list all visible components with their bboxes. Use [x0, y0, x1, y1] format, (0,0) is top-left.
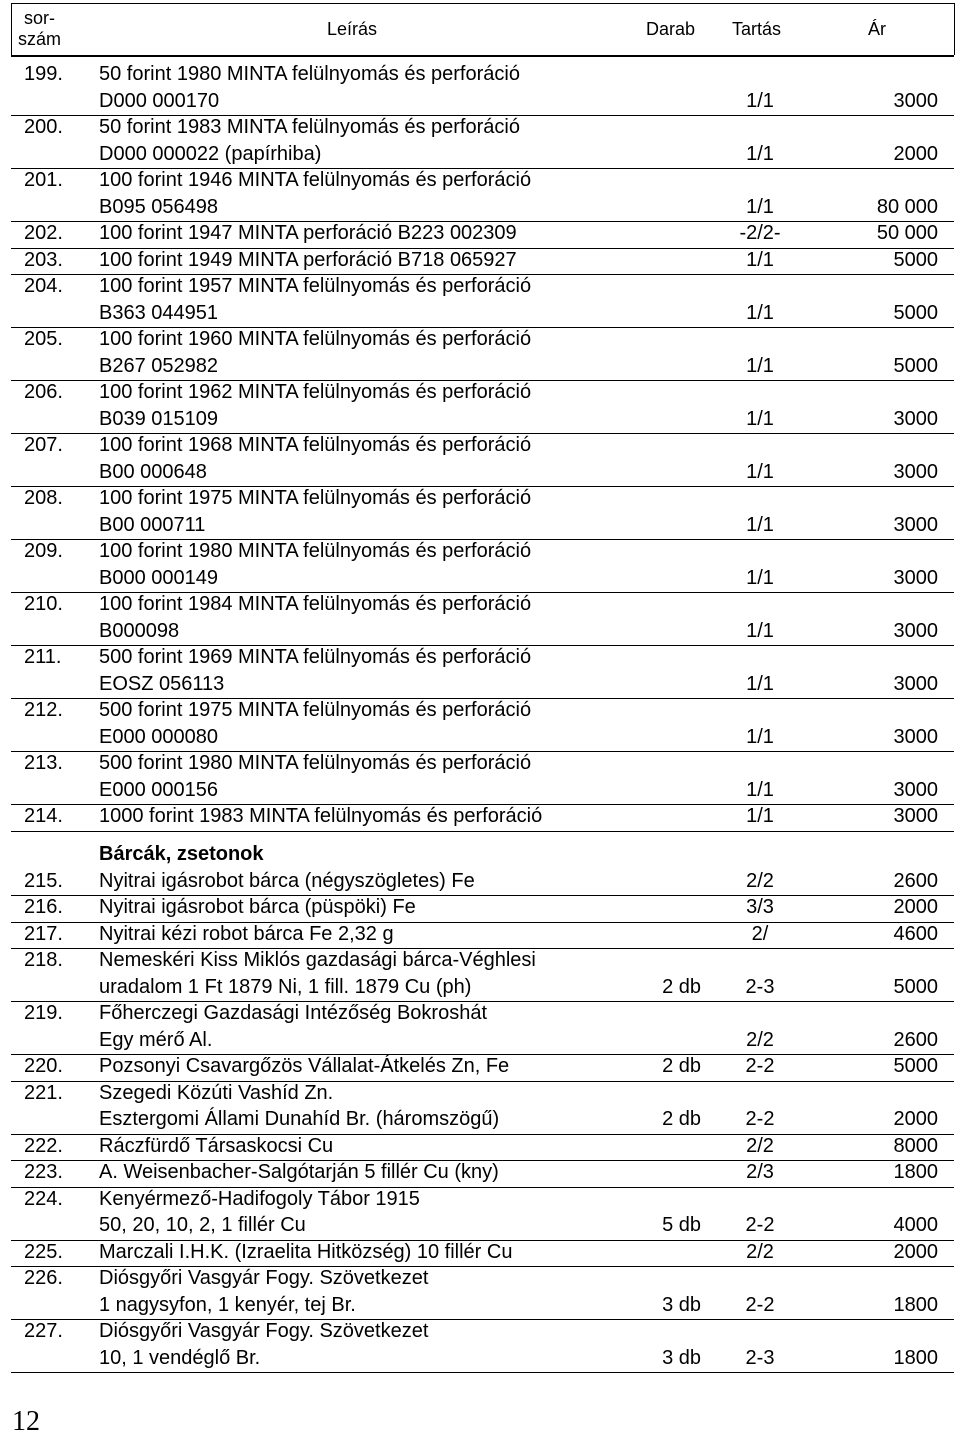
- row-ar: 3000: [893, 460, 938, 483]
- row-number: 223.: [24, 1161, 63, 1183]
- row-divider: [11, 1372, 954, 1373]
- row-tartas: 1/1: [746, 460, 774, 483]
- row-ar: 3000: [893, 672, 938, 695]
- row-ar: 2000: [893, 142, 938, 165]
- row-description-line: 100 forint 1984 MINTA felülnyomás és perforáció: [99, 593, 532, 615]
- row-tartas: 2/3: [746, 1161, 774, 1183]
- header-leiras: Leírás: [327, 19, 378, 39]
- row-tartas: 1/1: [746, 805, 774, 827]
- row-description-line: Kenyérmező-Hadifogoly Tábor 1915: [99, 1187, 420, 1210]
- row-description-line: A. Weisenbacher-Salgótarján 5 fillér Cu (kny): [99, 1161, 499, 1183]
- row-darab: 5 db: [662, 1214, 701, 1236]
- row-tartas: -2/2-: [739, 222, 781, 244]
- row-tartas: 1/1: [746, 566, 774, 589]
- row-tartas: 3/3: [746, 896, 774, 918]
- row-ar: 4600: [893, 922, 938, 945]
- row-number: 217.: [24, 922, 63, 945]
- row-number: 216.: [24, 896, 63, 918]
- row-description-line: B267 052982: [99, 354, 219, 377]
- row-ar: 4000: [893, 1214, 938, 1236]
- row-description-line: Főherczegi Gazdasági Intézőség Bokroshát: [99, 1002, 487, 1024]
- row-number: 201.: [24, 169, 63, 191]
- row-description-line: Esztergomi Állami Dunahíd Br. (háromszögű): [99, 1108, 500, 1130]
- row-ar: 5000: [893, 248, 938, 271]
- row-description-line: D000 000022 (papírhiba): [99, 142, 322, 165]
- row-ar: 2000: [893, 1108, 938, 1130]
- row-number: 219.: [24, 1002, 63, 1024]
- row-description-line: Ráczfürdő Társaskocsi Cu: [99, 1134, 334, 1157]
- row-description-line: 50 forint 1983 MINTA felülnyomás és perforáció: [99, 116, 520, 138]
- row-description-line: 100 forint 1947 MINTA perforáció B223 002309: [99, 222, 517, 244]
- row-description-line: 100 forint 1968 MINTA felülnyomás és perforáció: [99, 434, 532, 456]
- row-tartas: 2/2: [746, 1240, 774, 1263]
- row-description-line: E000 000156: [99, 778, 219, 801]
- row-number: 204.: [24, 275, 63, 297]
- row-tartas: 1/1: [746, 248, 774, 271]
- row-number: 213.: [24, 752, 63, 774]
- row-description-line: 500 forint 1980 MINTA felülnyomás és perforáció: [99, 752, 532, 774]
- row-ar: 3000: [893, 619, 938, 642]
- row-description-line: 100 forint 1949 MINTA perforáció B718 065927: [99, 248, 517, 271]
- row-number: 221.: [24, 1081, 63, 1104]
- header-sorszam: sor- szám: [18, 8, 62, 49]
- row-description-line: 500 forint 1969 MINTA felülnyomás és perforáció: [99, 646, 532, 668]
- row-number: 220.: [24, 1055, 63, 1077]
- header-ar: Ár: [868, 19, 886, 39]
- row-ar: 2600: [893, 1028, 938, 1051]
- header-left-border: [11, 3, 12, 55]
- row-description-line: Nyitrai igásrobot bárca (püspöki) Fe: [99, 896, 416, 918]
- row-ar: 3000: [893, 513, 938, 536]
- row-darab: 2 db: [662, 975, 701, 998]
- row-description-line: 100 forint 1960 MINTA felülnyomás és perforáció: [99, 328, 532, 350]
- row-tartas: 1/1: [746, 725, 774, 748]
- row-number: 200.: [24, 116, 63, 138]
- row-description-line: 100 forint 1980 MINTA felülnyomás és perforáció: [99, 540, 532, 562]
- row-ar: 5000: [893, 301, 938, 324]
- row-tartas: 1/1: [746, 672, 774, 695]
- row-number: 225.: [24, 1240, 63, 1263]
- row-darab: 2 db: [662, 1055, 701, 1077]
- row-ar: 5000: [893, 975, 938, 998]
- row-tartas: 2-3: [745, 1346, 775, 1369]
- row-number: 212.: [24, 699, 63, 721]
- row-number: 211.: [24, 646, 62, 668]
- row-tartas: 1/1: [746, 195, 774, 218]
- header-darab: Darab: [646, 19, 696, 39]
- row-description-line: 100 forint 1962 MINTA felülnyomás és perforáció: [99, 381, 532, 403]
- row-tartas: 2-3: [745, 975, 775, 998]
- row-tartas: 1/1: [746, 407, 774, 430]
- row-ar: 3000: [893, 778, 938, 801]
- header-bottom-line: [11, 55, 954, 57]
- row-ar: 1800: [893, 1346, 938, 1369]
- row-description-line: 500 forint 1975 MINTA felülnyomás és perforáció: [99, 699, 532, 721]
- row-darab: 2 db: [662, 1108, 701, 1130]
- row-tartas: 2/: [751, 922, 769, 945]
- row-description-line: Pozsonyi Csavargőzös Vállalat-Átkelés Zn, Fe: [99, 1055, 510, 1077]
- row-tartas: 1/1: [746, 619, 774, 642]
- row-tartas: 1/1: [746, 778, 774, 801]
- row-number: 215.: [24, 869, 63, 892]
- row-description-line: Diósgyőri Vasgyár Fogy. Szövetkezet: [99, 1320, 429, 1342]
- row-tartas: 1/1: [746, 513, 774, 536]
- row-number: 208.: [24, 487, 63, 509]
- row-ar: 5000: [893, 1055, 938, 1077]
- row-number: 206.: [24, 381, 63, 403]
- row-tartas: 2/2: [746, 869, 774, 892]
- row-description-line: B00 000711: [99, 513, 206, 536]
- section-title: Bárcák, zsetonok: [99, 842, 264, 865]
- header-right-border: [954, 3, 955, 55]
- row-tartas: 1/1: [746, 301, 774, 324]
- row-tartas: 1/1: [746, 89, 774, 112]
- row-tartas: 2-2: [745, 1055, 775, 1077]
- row-description-line: 100 forint 1975 MINTA felülnyomás és perforáció: [99, 487, 532, 509]
- row-tartas: 2-2: [745, 1214, 775, 1236]
- row-darab: 3 db: [662, 1293, 701, 1316]
- row-description-line: 100 forint 1957 MINTA felülnyomás és perforáció: [99, 275, 532, 297]
- row-number: 202.: [24, 222, 63, 244]
- row-description-line: 50 forint 1980 MINTA felülnyomás és perforáció: [99, 63, 520, 85]
- row-description-line: B095 056498: [99, 195, 219, 218]
- row-description-line: B00 000648: [99, 460, 207, 483]
- row-ar: 5000: [893, 354, 938, 377]
- row-ar: 3000: [893, 725, 938, 748]
- row-number: 222.: [24, 1134, 63, 1157]
- row-number: 210.: [24, 593, 63, 615]
- row-description-line: Nyitrai kézi robot bárca Fe 2,32 g: [99, 922, 394, 945]
- row-description-line: Diósgyőri Vasgyár Fogy. Szövetkezet: [99, 1267, 429, 1289]
- header-tartas: Tartás: [732, 19, 782, 39]
- row-ar: 8000: [893, 1134, 938, 1157]
- row-description-line: B039 015109: [99, 407, 219, 430]
- row-ar: 2600: [893, 869, 938, 892]
- row-description-line: Nemeskéri Kiss Miklós gazdasági bárca-Véghlesi: [99, 949, 536, 971]
- row-description-line: Nyitrai igásrobot bárca (négyszögletes) Fe: [99, 869, 475, 892]
- row-tartas: 2-2: [745, 1293, 775, 1316]
- row-number: 209.: [24, 540, 63, 562]
- row-description-line: 100 forint 1946 MINTA felülnyomás és perforáció: [99, 169, 532, 191]
- row-description-line: B000098: [99, 619, 180, 642]
- row-description-line: B363 044951: [99, 301, 219, 324]
- row-number: 203.: [24, 248, 63, 271]
- row-ar: 1800: [893, 1293, 938, 1316]
- row-ar: 50 000: [876, 222, 938, 244]
- row-ar: 80 000: [876, 195, 938, 218]
- row-description-line: uradalom 1 Ft 1879 Ni, 1 fill. 1879 Cu (ph): [99, 975, 472, 998]
- row-tartas: 1/1: [746, 354, 774, 377]
- row-description-line: Marczali I.H.K. (Izraelita Hitközség) 10 fillér Cu: [99, 1240, 513, 1263]
- row-number: 218.: [24, 949, 63, 971]
- row-number: 226.: [24, 1267, 63, 1289]
- row-description-line: 1 nagysyfon, 1 kenyér, tej Br.: [99, 1293, 356, 1316]
- row-description-line: 50, 20, 10, 2, 1 fillér Cu: [99, 1214, 306, 1236]
- row-description-line: B000 000149: [99, 566, 219, 589]
- row-number: 224.: [24, 1187, 63, 1210]
- row-description-line: 10, 1 vendéglő Br.: [99, 1346, 261, 1369]
- row-ar: 3000: [893, 566, 938, 589]
- row-darab: 3 db: [662, 1346, 701, 1369]
- row-ar: 1800: [893, 1161, 938, 1183]
- header-top-line: [11, 3, 954, 4]
- row-number: 205.: [24, 328, 63, 350]
- row-number: 199.: [24, 63, 63, 85]
- row-description-line: E000 000080: [99, 725, 219, 748]
- row-description-line: D000 000170: [99, 89, 220, 112]
- row-ar: 3000: [893, 805, 938, 827]
- row-description-line: EOSZ 056113: [99, 672, 225, 695]
- page-number: 12: [12, 1406, 40, 1437]
- row-tartas: 1/1: [746, 142, 774, 165]
- row-description-line: 1000 forint 1983 MINTA felülnyomás és perforáció: [99, 805, 543, 827]
- row-number: 227.: [24, 1320, 63, 1342]
- row-divider: [11, 831, 954, 832]
- row-ar: 3000: [893, 407, 938, 430]
- row-tartas: 2-2: [745, 1108, 775, 1130]
- row-tartas: 2/2: [746, 1028, 774, 1051]
- row-description-line: Egy mérő Al.: [99, 1028, 213, 1051]
- row-number: 207.: [24, 434, 63, 456]
- row-number: 214.: [24, 805, 63, 827]
- row-tartas: 2/2: [746, 1134, 774, 1157]
- row-ar: 3000: [893, 89, 938, 112]
- row-ar: 2000: [893, 1240, 938, 1263]
- row-description-line: Szegedi Közúti Vashíd Zn.: [99, 1081, 334, 1104]
- row-ar: 2000: [893, 896, 938, 918]
